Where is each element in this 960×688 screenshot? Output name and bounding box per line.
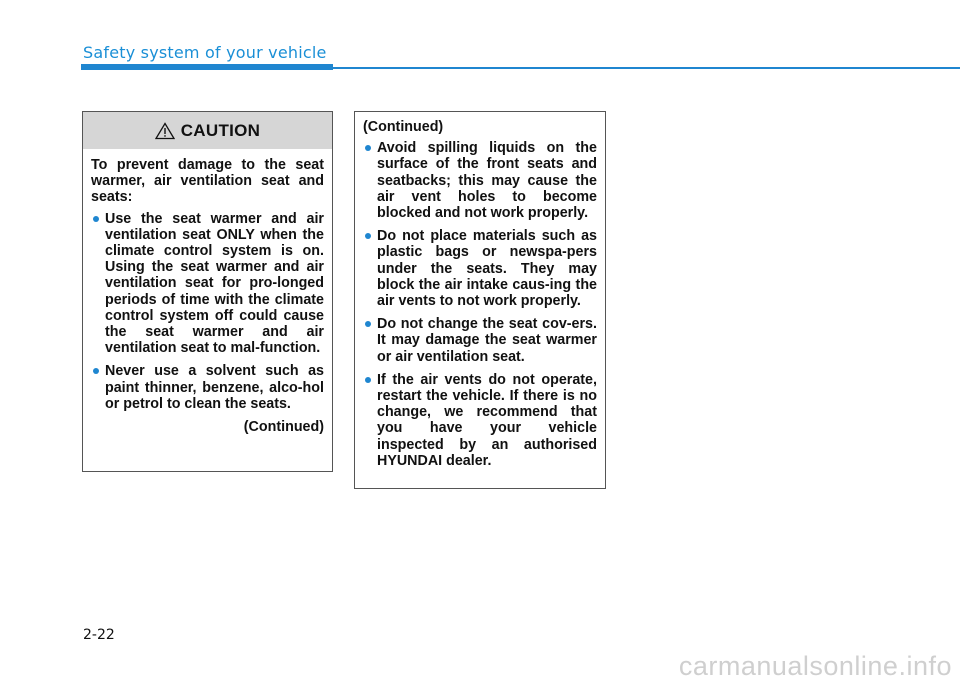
bullet-icon	[365, 377, 371, 383]
caution-header	[83, 112, 332, 149]
page-number: 2-22	[83, 627, 115, 643]
header-rule-thin	[333, 67, 960, 69]
bullet-icon	[93, 216, 99, 222]
caution-box-left	[82, 111, 333, 472]
caution-intro: To prevent damage to the seat warmer, air ventilation seat and seats:	[91, 157, 324, 206]
continued-label: (Continued)	[363, 119, 444, 135]
list-item: Avoid spilling liquids on the surface of the front seats and seatbacks; this may cause the air vent holes to become blocked and not work properly.	[363, 140, 597, 221]
continued-label: (Continued)	[243, 419, 324, 436]
caution-content-right	[355, 112, 605, 469]
caution-heading: CAUTION	[180, 120, 261, 140]
bullet-icon	[93, 368, 99, 374]
caution-list-left	[91, 211, 324, 412]
list-item: Do not place materials such as plastic bags or newspa-pers under the seats. They may block the air intake caus-ing the air vents to not work properly.	[363, 228, 597, 309]
list-item: Do not change the seat cov-ers. It may damage the seat warmer or air ventilation seat.	[363, 316, 597, 365]
caution-content-left	[83, 149, 332, 435]
caution-list-right	[363, 140, 597, 469]
header-rule-thick	[81, 64, 333, 70]
bullet-icon	[365, 321, 371, 327]
section-title: Safety system of your vehicle	[83, 43, 327, 62]
list-item: If the air vents do not operate, restart the vehicle. If there is no change, we recommend that you have your vehicle inspected by an authorised HYUNDAI dealer.	[363, 372, 597, 469]
warning-triangle-icon	[155, 122, 175, 140]
bullet-icon	[365, 233, 371, 239]
list-item: Never use a solvent such as paint thinner, benzene, alco-hol or petrol to clean the seats.	[91, 363, 324, 412]
caution-box-right	[354, 111, 606, 489]
bullet-icon	[365, 145, 371, 151]
list-item: Use the seat warmer and air ventilation seat ONLY when the climate control system is on. Using the seat warmer and air ventilation seat for pro-longed periods of time with the climate control system off could cause the seat warmer and air ventilation seat to mal-function.	[91, 211, 324, 357]
watermark: carmanualsonline.info	[678, 651, 952, 681]
